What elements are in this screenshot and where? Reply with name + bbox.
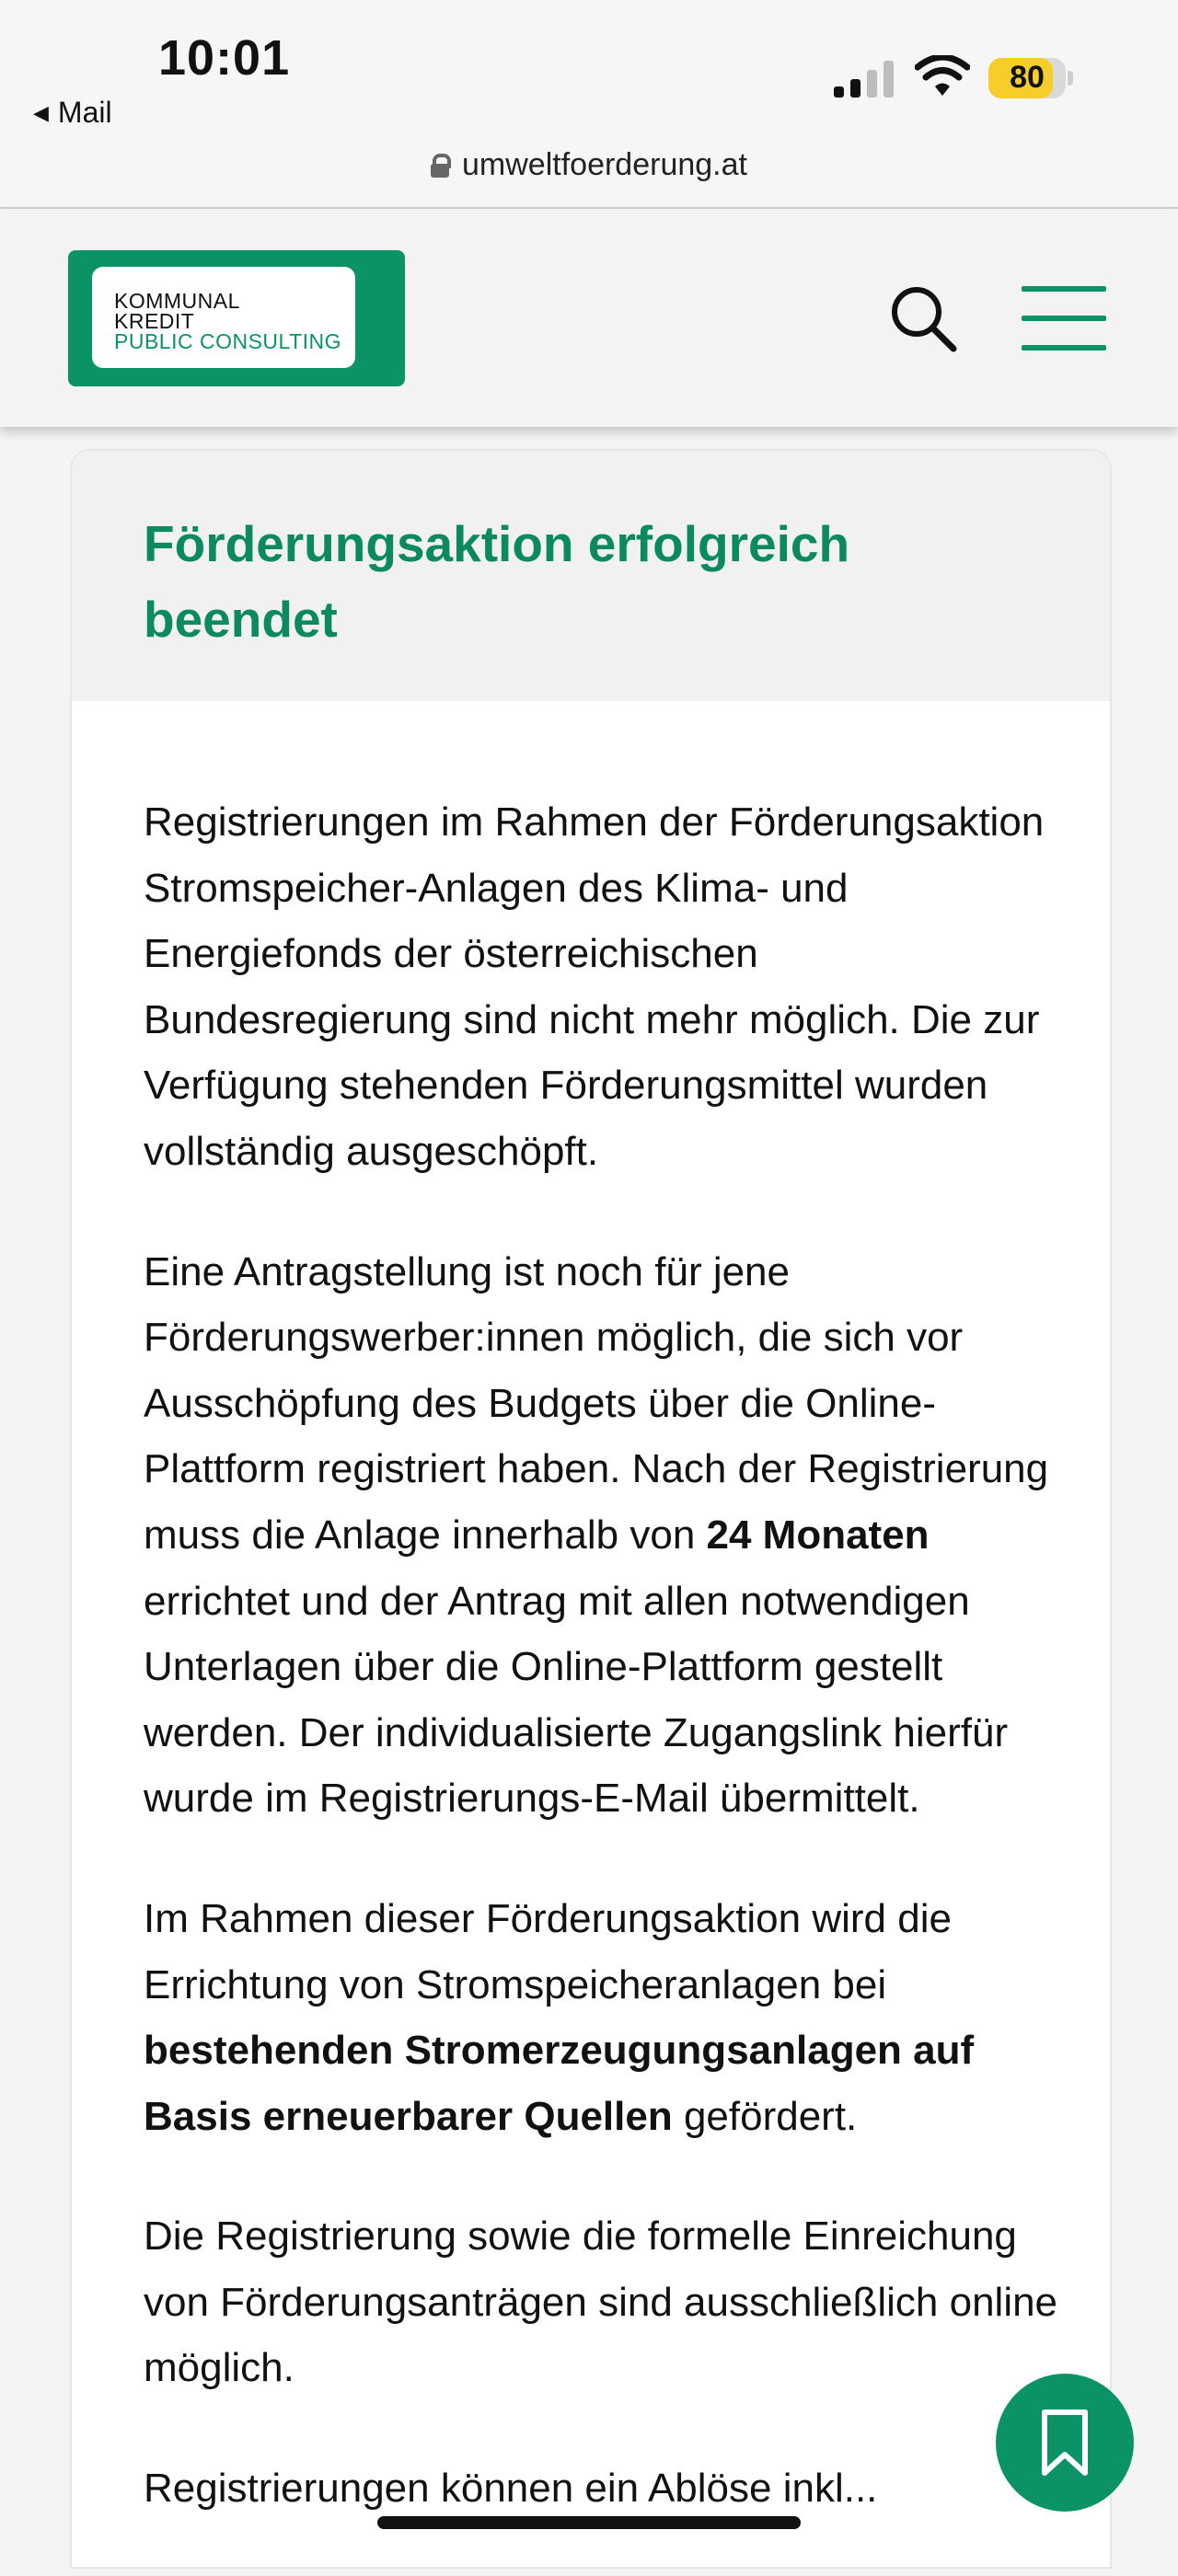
address-bar[interactable] [0,147,1178,183]
notice-paragraph-3: Im Rahmen dieser Förderungsaktion wird die Errichtung von Stromspeicheranlagen bei bestehenden Stromerzeugungsanlagen auf Basis erneuerbarer Quellen gefördert. [144,1895,975,2139]
logo-panel [92,267,355,368]
wifi-icon [915,55,970,98]
logo-text [114,291,341,351]
notice-paragraph-2: Eine Antragstellung ist noch für jene Förderungswerber:innen möglich, die sich vor Ausschöpfung des Budgets über die Online-Plattform registriert haben. Nach der Registrierung muss die Anlage innerhalb von 24 Monaten errichtet und der Antrag mit allen notwendigen Unterlagen über die Online-Plattform gestellt werden. Der individualisierte Zugangslink hierfür wurde im Registrierungs-E-Mail übermittelt. [144,1248,1049,1822]
logo-line-3: PUBLIC CONSULTING [114,329,342,353]
back-to-mail-link[interactable] [33,96,112,130]
ios-status-bar [0,0,1178,207]
notice-paragraph-1: Registrierungen im Rahmen der Förderungsaktion Stromspeicher-Anlagen des Klima- und Energiefonds der österreichischen Bundesregierung sind nicht mehr möglich. Die zur Verfügung stehenden Förderungsmittel wurden vollständig ausgeschöpft. [144,799,1045,1174]
logo-line-1: KOMMUNAL [114,289,240,313]
notice-title: Förderungsaktion erfolgreich beendet [144,515,850,648]
cellular-signal-icon [834,61,898,98]
highlight-erneuerbare-quellen: bestehenden Stromerzeugungsanlagen auf Basis erneuerbarer Quellen [144,2028,975,2139]
logo-line-2: KREDIT [114,309,195,333]
hamburger-menu-icon[interactable] [1018,286,1110,352]
notice-paragraph-4: Die Registrierung sowie die formelle Einreichung von Förderungsanträgen sind ausschließlich online möglich. [144,2214,1058,2391]
back-triangle-icon: ◀ [33,100,49,124]
lock-icon [431,154,449,178]
status-time: 10:01 [158,30,291,86]
search-icon[interactable] [887,282,961,356]
notice-paragraph-5: Registrierungen können ein Ablöse inkl... [144,2466,878,2512]
home-indicator[interactable] [377,2516,801,2529]
highlight-24-monate: 24 Monaten [706,1512,930,1558]
notice-card-header [72,451,1110,701]
back-app-label: Mail [57,96,112,129]
site-header [0,209,1178,427]
battery-indicator [988,58,1073,98]
url-text: umweltfoerderung.at [462,147,747,182]
bookmark-button[interactable] [996,2374,1134,2512]
kommunalkredit-logo[interactable] [68,250,405,386]
battery-level: 80 [1010,60,1045,95]
notice-body [144,789,1064,2576]
notice-card [70,449,1112,2569]
bookmark-icon [996,2374,1134,2512]
